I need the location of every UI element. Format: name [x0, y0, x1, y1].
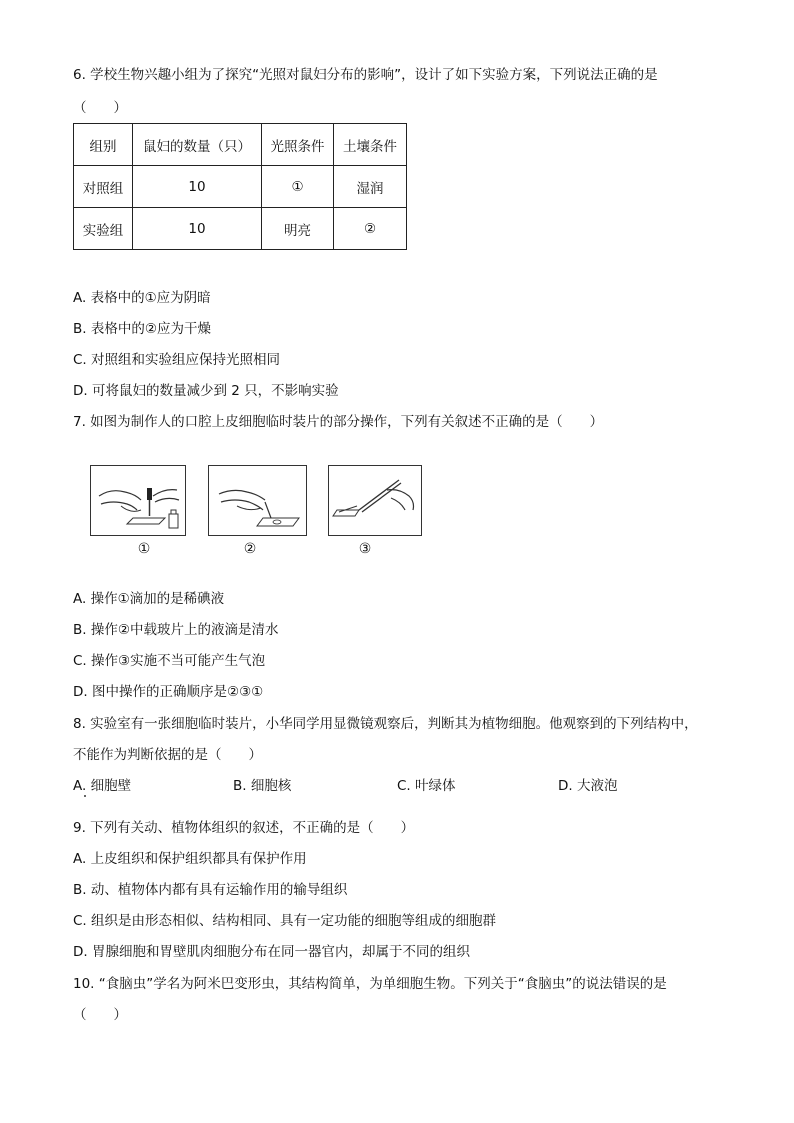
table-header-cell: 光照条件	[262, 124, 334, 166]
q9-stem: 9. 下列有关动、植物体组织的叙述，不正确的是（ ）	[73, 820, 415, 836]
table-header-cell: 鼠妇的数量（只）	[133, 124, 262, 166]
table-row	[74, 208, 407, 250]
table-cell: 实验组	[74, 208, 133, 250]
q6-option-b: B. 表格中的②应为干燥	[73, 321, 211, 337]
figure-label-2: ②	[243, 541, 257, 557]
q6-stem: 6. 学校生物兴趣小组为了探究“光照对鼠妇分布的影响”，设计了如下实验方案，下列说法正确的是	[73, 67, 658, 83]
q7-stem: 7. 如图为制作人的口腔上皮细胞临时装片的部分操作，下列有关叙述不正确的是（ ）	[73, 414, 604, 430]
table-cell: 10	[133, 208, 262, 250]
table-header-cell: 土壤条件	[334, 124, 407, 166]
slide-illustration	[209, 466, 306, 535]
table-cell: 湿润	[334, 166, 407, 208]
q9-option-a: A. 上皮组织和保护组织都具有保护作用	[73, 851, 307, 867]
q7-figure-1	[90, 465, 186, 536]
q6-table	[73, 123, 407, 250]
table-cell: ①	[262, 166, 334, 208]
q6-paren: （ ）	[73, 100, 127, 116]
q7-figure-2	[208, 465, 307, 536]
q8-option-b: B. 细胞核	[233, 778, 292, 794]
table-cell: 对照组	[74, 166, 133, 208]
table-header-cell: 组别	[74, 124, 133, 166]
q10-stem: 10. “食脑虫”学名为阿米巴变形虫，其结构简单，为单细胞生物。下列关于“食脑虫”的说法错误的是	[73, 976, 667, 992]
table-cell: 10	[133, 166, 262, 208]
q10-paren: （ ）	[73, 1007, 127, 1023]
q9-option-c: C. 组织是由形态相似、结构相同、具有一定功能的细胞等组成的细胞群	[73, 913, 497, 929]
table-row	[74, 166, 407, 208]
dropper-illustration	[91, 466, 185, 535]
q7-option-b: B. 操作②中载玻片上的液滴是清水	[73, 622, 279, 638]
stray-dot	[84, 795, 86, 797]
q7-figure-3	[328, 465, 422, 536]
table-header-row	[74, 124, 407, 166]
figure-label-1: ①	[137, 541, 151, 557]
q9-option-d: D. 胃腺细胞和胃壁肌肉细胞分布在同一器官内，却属于不同的组织	[73, 944, 470, 960]
q8-stem-line1: 8. 实验室有一张细胞临时装片，小华同学用显微镜观察后，判断其为植物细胞。他观察到的下列结构中，	[73, 716, 698, 732]
q6-option-a: A. 表格中的①应为阴暗	[73, 290, 211, 306]
q8-stem-line2: 不能作为判断依据的是（ ）	[73, 747, 262, 763]
q7-option-a: A. 操作①滴加的是稀碘液	[73, 591, 225, 607]
tweezers-illustration	[329, 466, 421, 535]
table-cell: ②	[334, 208, 407, 250]
q8-option-c: C. 叶绿体	[397, 778, 456, 794]
figure-label-3: ③	[358, 541, 372, 557]
q7-option-c: C. 操作③实施不当可能产生气泡	[73, 653, 266, 669]
q8-option-d: D. 大液泡	[558, 778, 618, 794]
table-cell: 明亮	[262, 208, 334, 250]
q7-option-d: D. 图中操作的正确顺序是②③①	[73, 684, 264, 700]
q8-option-a: A. 细胞壁	[73, 778, 132, 794]
q6-option-d: D. 可将鼠妇的数量减少到 2 只，不影响实验	[73, 383, 339, 399]
q9-option-b: B. 动、植物体内都有具有运输作用的输导组织	[73, 882, 348, 898]
q6-option-c: C. 对照组和实验组应保持光照相同	[73, 352, 281, 368]
